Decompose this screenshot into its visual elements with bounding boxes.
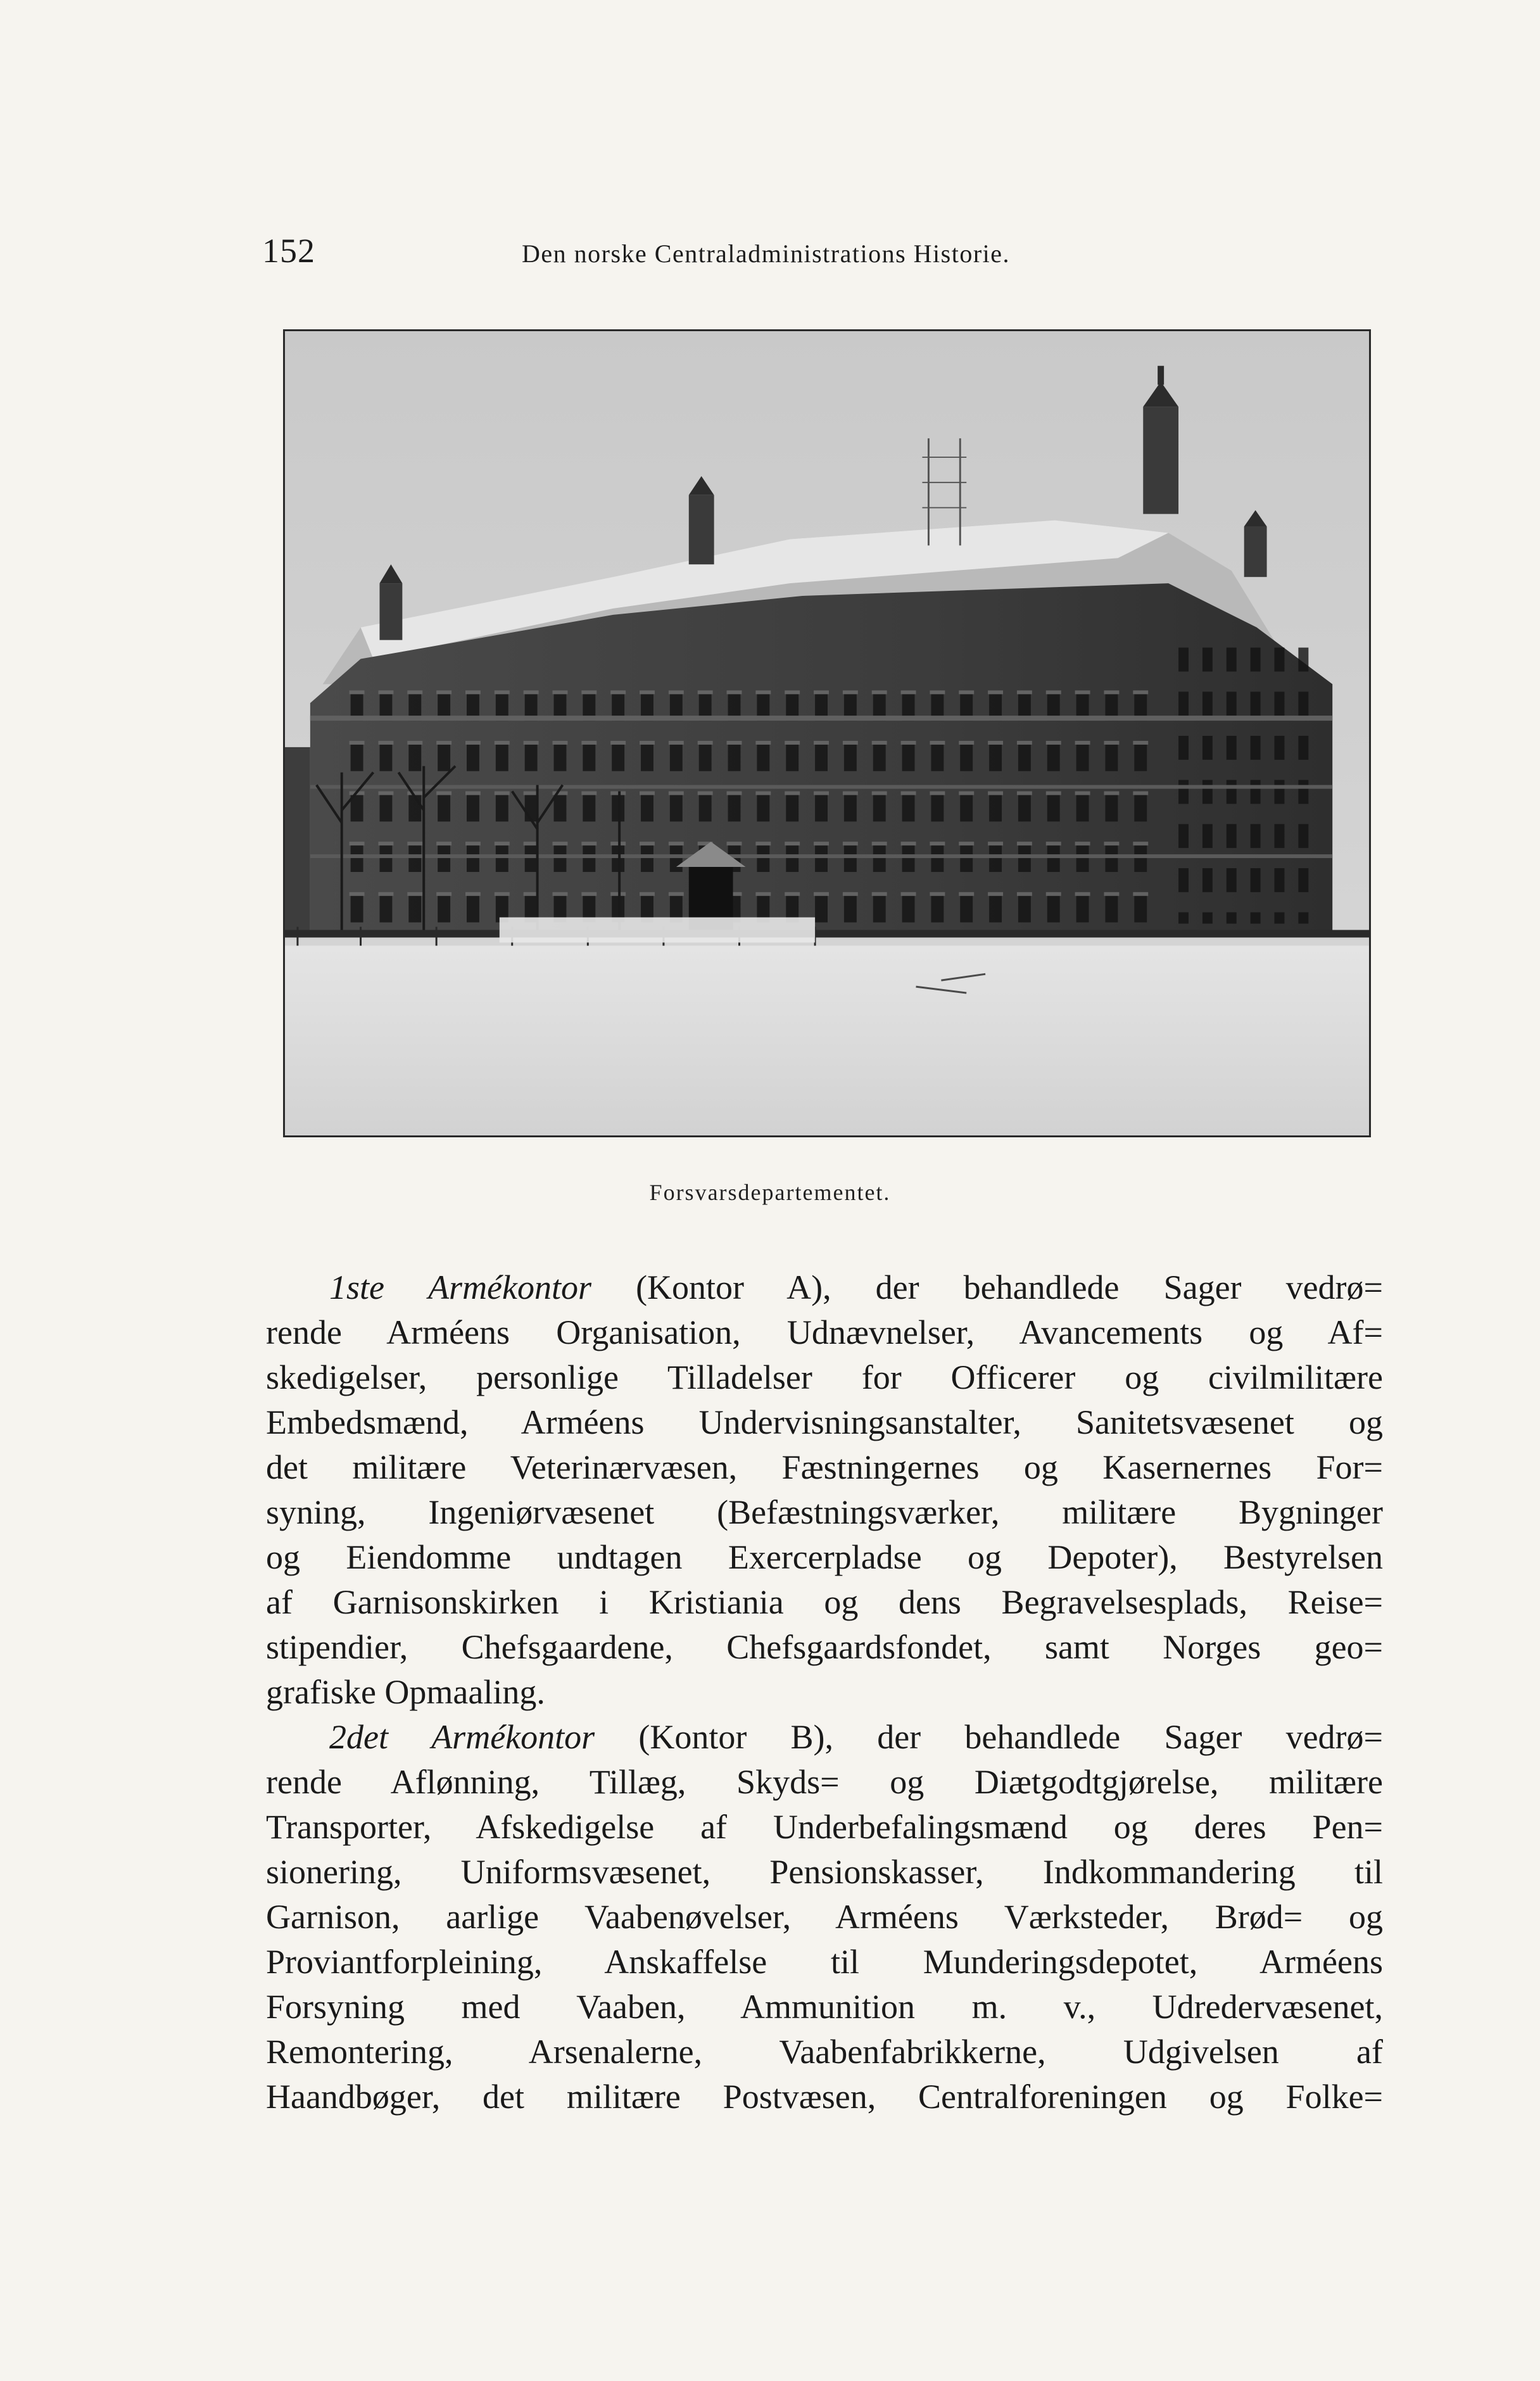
paragraph-2-line-4: sionering, Uniformsvæsenet, Pensionskasser, Indkommandering til <box>266 1853 1383 1891</box>
paragraph-2-line-2: rende Aflønning, Tillæg, Skyds= og Diætgodtgjørelse, militære <box>266 1763 1383 1801</box>
paragraph-2-line-7: Forsyning med Vaaben, Ammunition m. v., Udredervæsenet, <box>266 1988 1383 2026</box>
section-heading-2det-armekontor: 2det Armékontor <box>329 1718 595 1756</box>
paragraph-1-line-5: det militære Veterinærvæsen, Fæstningernes og Kasernernes For= <box>266 1448 1383 1486</box>
paragraph-2-line-1: 2det Armékontor (Kontor B), der behandlede Sager vedrø= <box>329 1718 1383 1756</box>
paragraph-1-line-10: grafiske Opmaaling. <box>266 1673 545 1711</box>
body-text <box>266 1265 1383 2119</box>
paragraph-1-line-1: 1ste Armékontor (Kontor A), der behandlede Sager vedrø= <box>329 1268 1383 1306</box>
paragraph-2-line-8: Remontering, Arsenalerne, Vaabenfabrikkerne, Udgivelsen af <box>266 2033 1383 2071</box>
building-photo <box>283 329 1371 1137</box>
paragraph-2-line-6: Proviantforpleining, Anskaffelse til Munderingsdepotet, Arméens <box>266 1943 1383 1981</box>
paragraph-1-line-3: skedigelser, personlige Tilladelser for Officerer og civilmilitære <box>266 1358 1383 1396</box>
building-photo-illustration <box>285 331 1369 1135</box>
paragraph-1-line-2: rende Arméens Organisation, Udnævnelser, Avancements og Af= <box>266 1313 1383 1351</box>
paragraph-2-line-9: Haandbøger, det militære Postvæsen, Centralforeningen og Folke= <box>266 2078 1383 2116</box>
section-heading-1ste-armekontor: 1ste Armékontor <box>329 1268 592 1306</box>
paragraph-1-line-7: og Eiendomme undtagen Exercerpladse og Depoter), Bestyrelsen <box>266 1538 1383 1576</box>
figure-caption: Forsvarsdepartementet. <box>649 1180 891 1205</box>
paragraph-2-line-5: Garnison, aarlige Vaabenøvelser, Arméens Værksteder, Brød= og <box>266 1898 1383 1936</box>
running-head <box>262 231 1149 288</box>
paragraph-1-line-6: syning, Ingeniørvæsenet (Befæstningsværker, militære Bygninger <box>266 1493 1383 1531</box>
paragraph-1-line-9: stipendier, Chefsgaardene, Chefsgaardsfondet, samt Norges geo= <box>266 1628 1383 1666</box>
paragraph-1-line-8: af Garnisonskirken i Kristiania og dens Begravelsesplads, Reise= <box>266 1583 1383 1621</box>
paragraph-2-line-3: Transporter, Afskedigelse af Underbefalingsmænd og deres Pen= <box>266 1808 1383 1846</box>
page-number: 152 <box>262 232 315 270</box>
running-title: Den norske Centraladministrations Historie. <box>522 239 1011 268</box>
paragraph-1-line-4: Embedsmænd, Arméens Undervisningsanstalter, Sanitetsvæsenet og <box>266 1403 1383 1441</box>
